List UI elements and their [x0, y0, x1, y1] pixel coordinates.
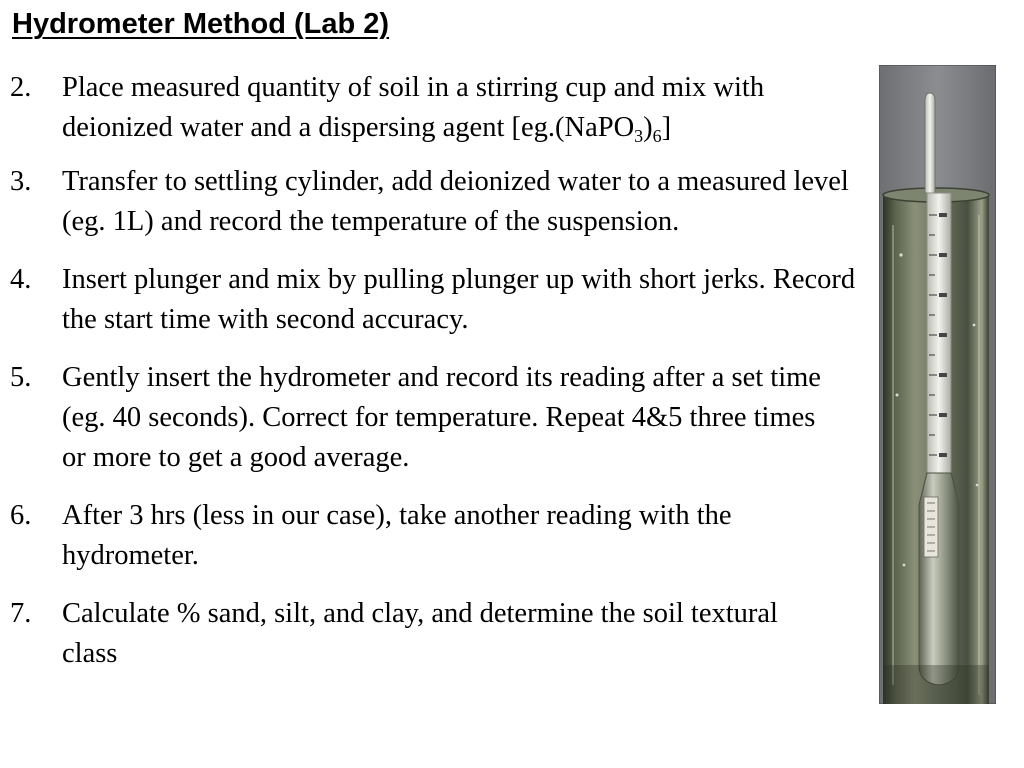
- procedure-steps-list: [10, 68, 860, 692]
- step-6: [10, 496, 860, 576]
- step-number: 2.: [10, 72, 32, 103]
- step-7: [10, 594, 860, 674]
- subscript-6: 6: [652, 126, 662, 146]
- step-2: [10, 68, 860, 148]
- step-text: Insert plunger and mix by pulling plunger up with short jerks. Record the start time with second accuracy.: [62, 264, 856, 335]
- step-3: [10, 162, 860, 242]
- subscript-3: 3: [634, 126, 644, 146]
- step-number: 7.: [10, 598, 32, 629]
- step-text: Calculate % sand, silt, and clay, and determine the soil textural class: [62, 598, 778, 669]
- step-number: 5.: [10, 362, 32, 393]
- step-4: [10, 260, 860, 340]
- slide-title: Hydrometer Method (Lab 2): [12, 8, 390, 40]
- step-text: Place measured quantity of soil in a stirring cup and mix with deionized water and a dispersing agent [eg.(NaPO: [62, 72, 765, 143]
- step-text: Transfer to settling cylinder, add deionized water to a measured level (eg. 1L) and record the temperature of the suspension.: [62, 166, 849, 237]
- step-number: 3.: [10, 166, 32, 197]
- step-text-end: ]: [661, 112, 672, 143]
- step-number: 6.: [10, 500, 32, 531]
- step-5: [10, 358, 860, 478]
- hydrometer-cylinder-photo: [879, 65, 996, 704]
- step-text: Gently insert the hydrometer and record its reading after a set time (eg. 40 seconds). Correct for temperature. Repeat 4&5 three times or more to get a good average.: [62, 362, 821, 473]
- step-text-mid: ): [643, 112, 653, 143]
- step-text: After 3 hrs (less in our case), take another reading with the hydrometer.: [62, 500, 732, 571]
- step-number: 4.: [10, 264, 32, 295]
